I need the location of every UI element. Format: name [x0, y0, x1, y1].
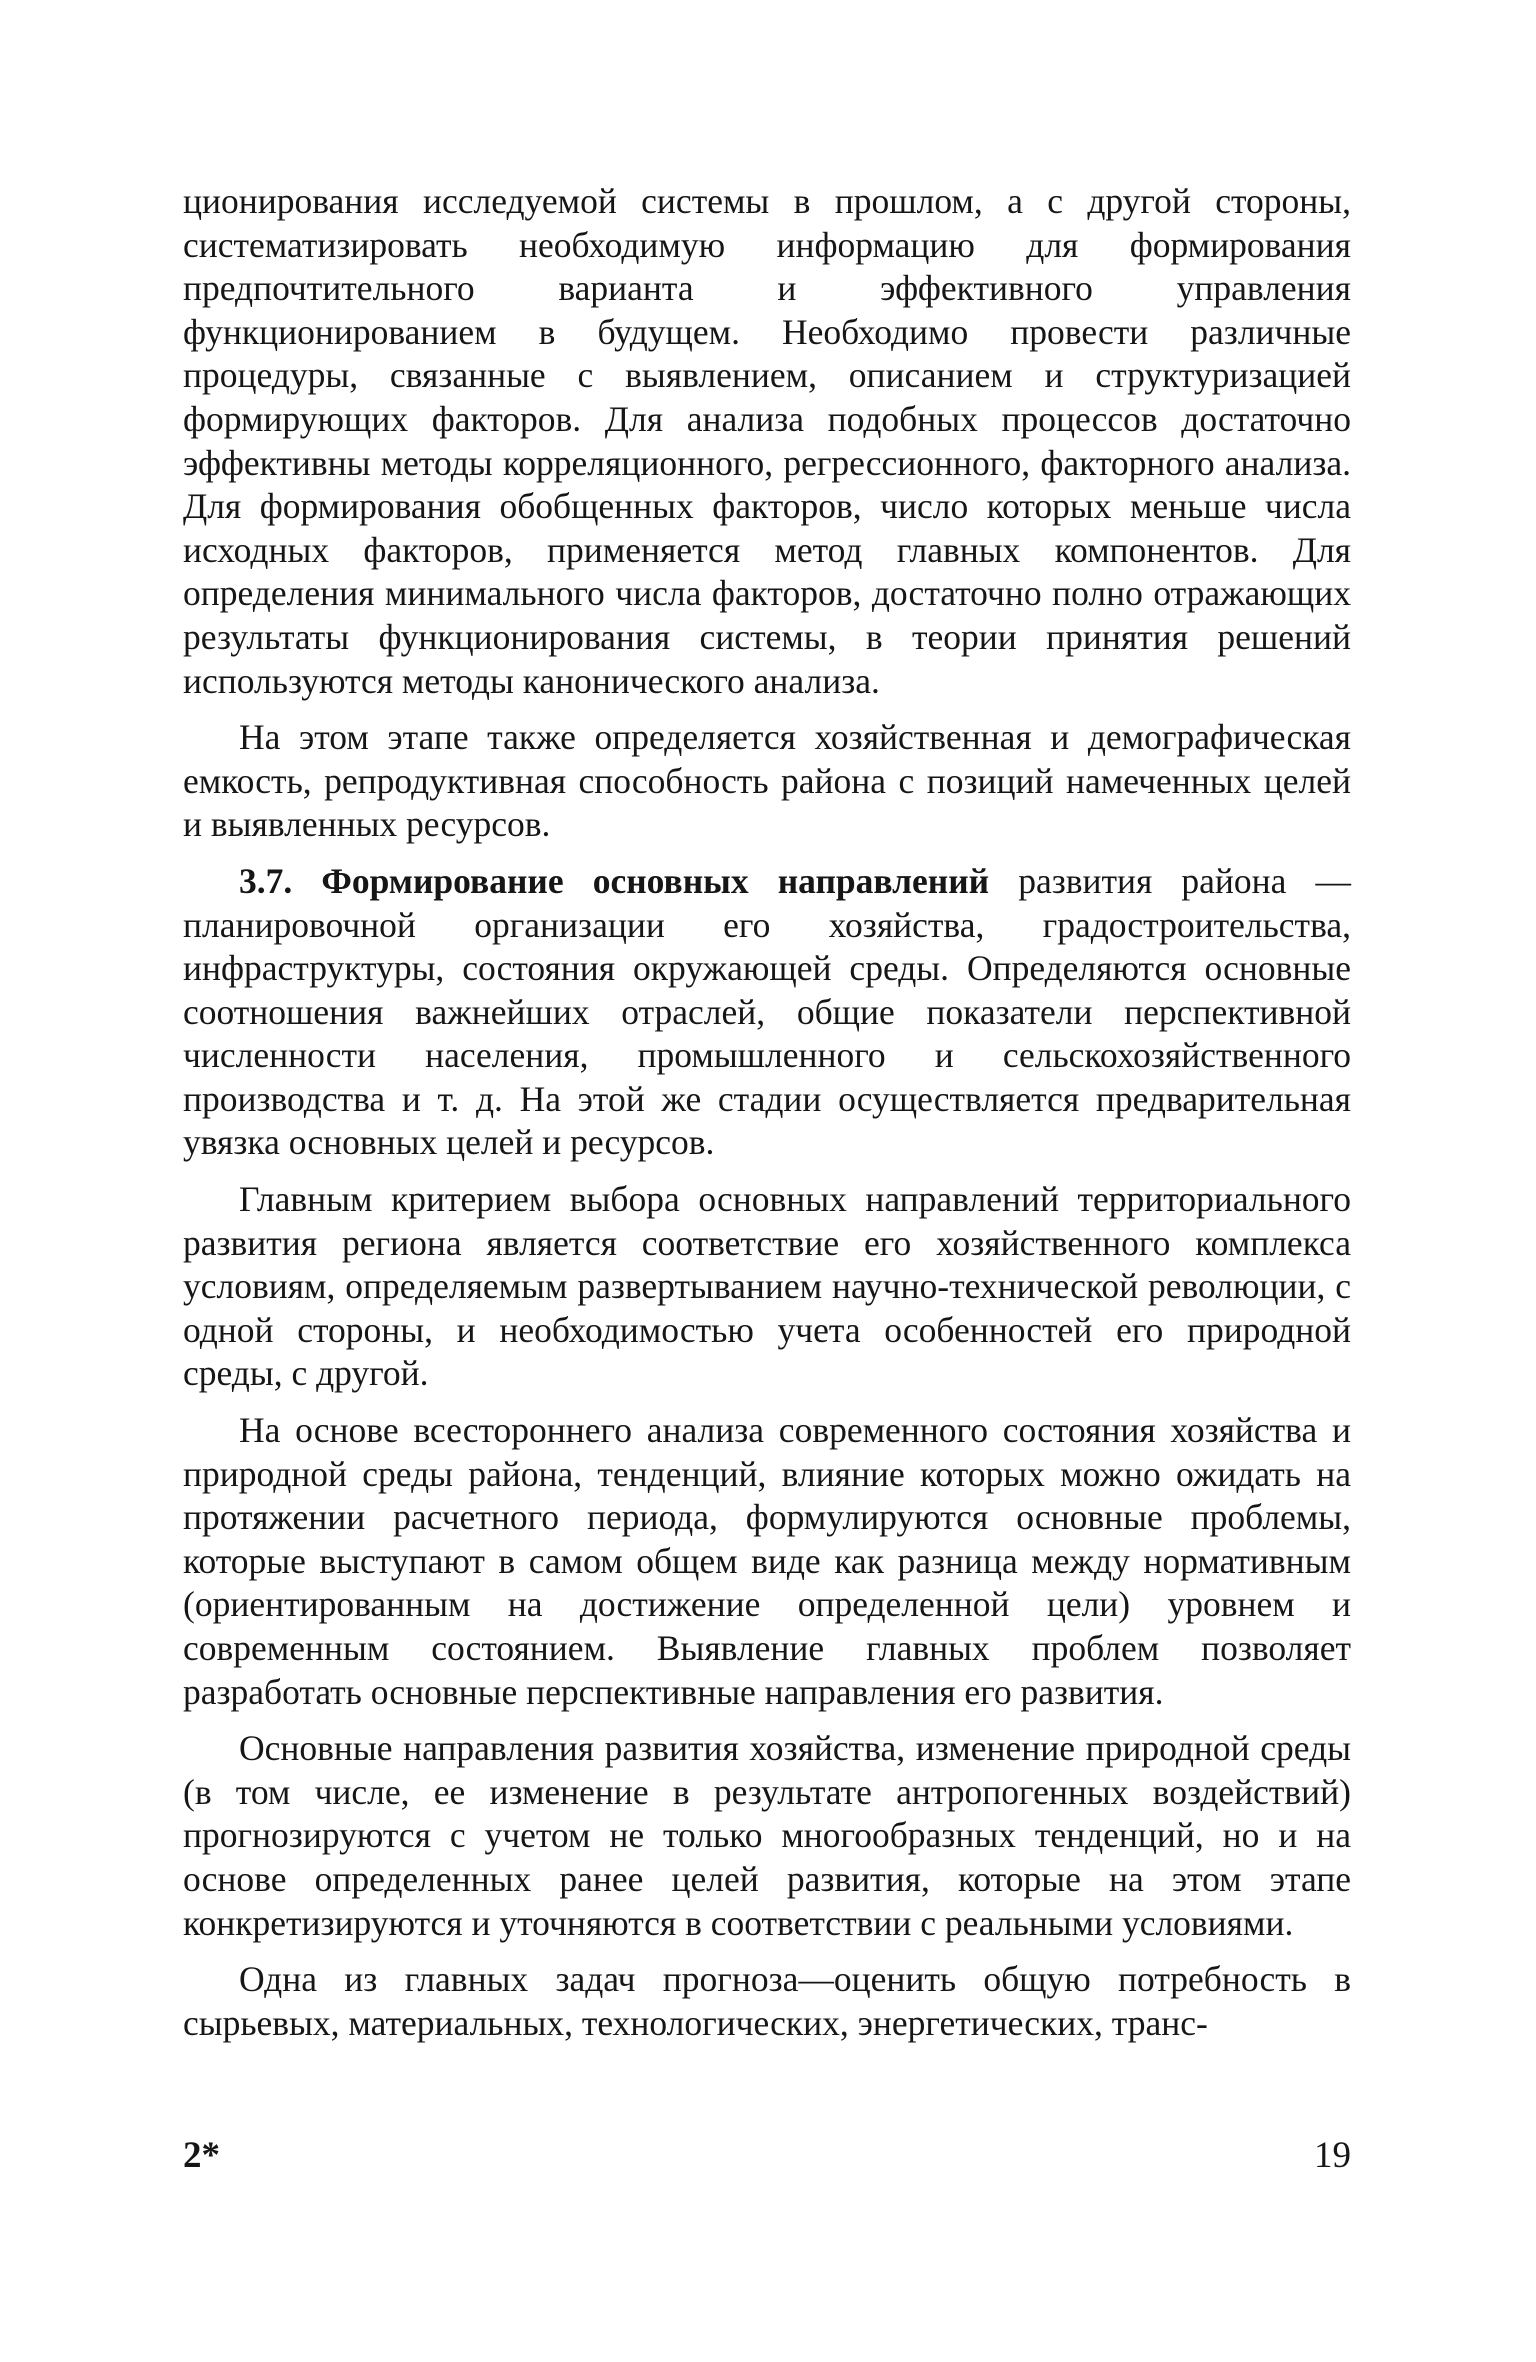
paragraph-5: На основе всестороннего анализа современного состояния хозяйства и природной среды района, тенденций, влияние которых можно ожидать на протяжении расчетного периода, формулируются основные проблемы, которые выступают в самом общем виде как разница между нормативным (ориентированным на достижение определенной цели) уровнем и современным состоянием. Выявление главных проблем позволяет разработать основные перспективные направления его развития.: [183, 1410, 1351, 1712]
paragraph-1: ционирования исследуемой системы в прошлом, а с другой стороны, систематизировать необходимую информацию для формирования предпочтительного варианта и эффективного управления функционированием в будущем. Необходимо провести различные процедуры, связанные с выявлением, описанием и структуризацией формирующих факторов. Для анализа подобных процессов достаточно эффективны методы корреляционного, регрессионного, факторного анализа. Для формирования обобщенных факторов, число которых меньше числа исходных факторов, применяется метод главных компонентов. Для определения минимального числа факторов, достаточно полно отражающих результаты функционирования системы, в теории принятия решений используются методы канонического анализа.: [183, 181, 1351, 701]
page-body: [183, 180, 1351, 2058]
paragraph-7: Одна из главных задач прогноза—оценить общую потребность в сырьевых, материальных, технологических, энергетических, транс-: [183, 1959, 1351, 2043]
signature-mark: 2*: [183, 2135, 220, 2176]
section-heading: Формирование основных направлений: [321, 860, 990, 901]
paragraph-4: Главным критерием выбора основных направлений территориального развития региона является соответствие его хозяйственного комплекса условиям, определяемым развертыванием научно-технической революции, с одной стороны, и необходимостью учета особенностей его природной среды, с другой.: [183, 1179, 1351, 1394]
page-number: 19: [1314, 2135, 1351, 2176]
paragraph-2: На этом этапе также определяется хозяйственная и демографическая емкость, репродуктивная способность района с позиций намеченных целей и выявленных ресурсов.: [183, 717, 1351, 845]
page-footer: [183, 2132, 1351, 2180]
paragraph-6: Основные направления развития хозяйства, изменение природной среды (в том числе, ее изменение в результате антропогенных воздействий) прогнозируются с учетом не только многообразных тенденций, но и на основе определенных ранее целей развития, которые на этом этапе конкретизируются и уточняются в соответствии с реальными условиями.: [183, 1728, 1351, 1943]
section-paragraph: [183, 860, 1351, 1165]
section-number: 3.7.: [239, 860, 293, 901]
section-text: развития района — планировочной организации его хозяйства, градостроительства, инфраструктуры, состояния окружающей среды. Определяются основные соотношения важнейших отраслей, общие показатели перспективной численности населения, промышленного и сельскохозяйственного производства и т. д. На этой же стадии осуществляется предварительная увязка основных целей и ресурсов.: [183, 860, 1352, 1163]
